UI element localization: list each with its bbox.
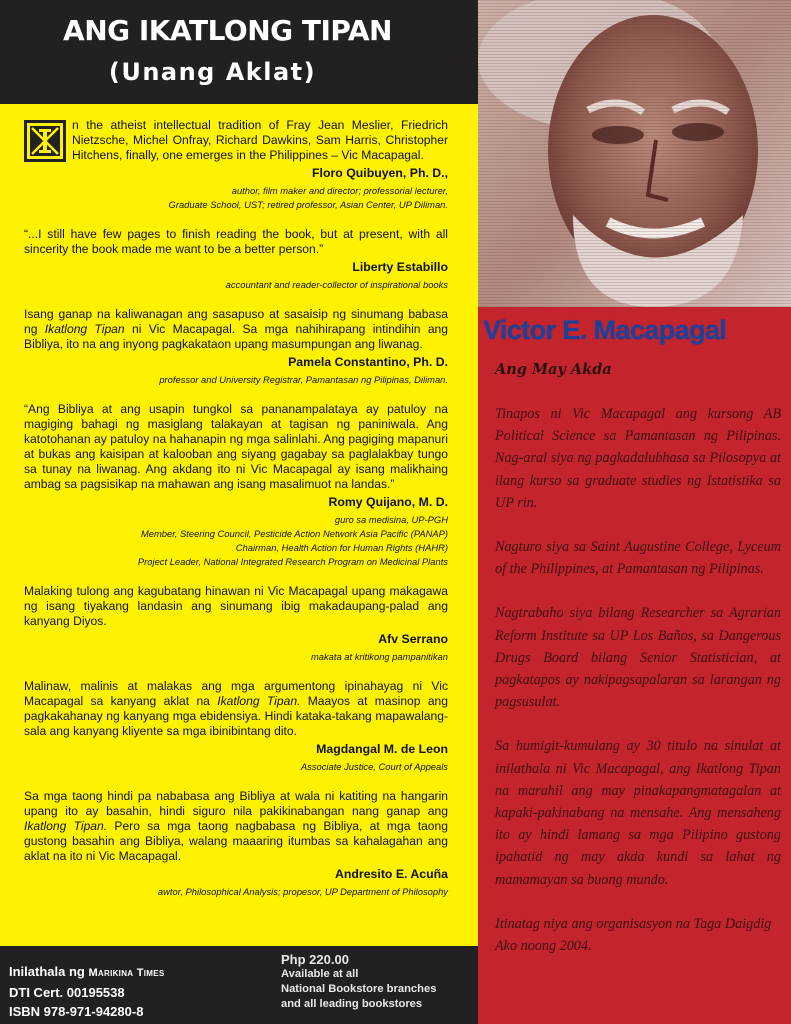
published-by-label: Inilathala ng — [9, 964, 89, 979]
availability-line: Available at all — [281, 968, 359, 980]
testimonial-role: awtor, Philosophical Analysis; propesor, UP Department of Philosophy — [157, 886, 448, 897]
testimonial-quijano — [24, 402, 448, 569]
testimonial-text: “Ang Bibliya at ang usapin tungkol sa pananampalataya ay patuloy na magiging bahagi ng masiglang talakayan at tagisan ng paniniwala. Ang katotohanan ay patuloy na hahanapin ng mga salinlahi. Ang pagiging mapanuri at bukas ang kaisipan at kalooban ang siyang gagabay sa paglalakbay tungo sa tunay na liwanag. Ang akdang ito ni Vic Macapagal ay isang malikhaing ambag sa pagsisikap na mahawan ang isang masalimuot na landas.” — [24, 402, 448, 491]
bio-paragraph: Itinatag niya ang organisasyon na Taga Daigdig Ako noong 2004. — [495, 915, 772, 955]
role-line: guro sa medisina, UP-PGH — [334, 514, 448, 525]
book-title: ANG IKATLONG TIPAN — [63, 14, 392, 47]
author-portrait-image — [478, 0, 791, 307]
bio-paragraph: Tinapos ni Vic Macapagal ang kursong AB Political Science sa Pamantasan ng Pilipinas. Nag-aral siya ng pagkadalubhasa sa Pilosopya at ilang kurso sa graduate studies ng Istatistika sa UP rin. — [495, 406, 781, 511]
role-line: Member, Steering Council, Pesticide Action Network Asia Pacific (PANAP) — [140, 528, 448, 539]
testimonial-constantino — [24, 307, 448, 387]
book-title-ref: Ikatlong Tipan — [44, 322, 125, 336]
text-part: Pero sa mga taong nagbabasa ng Bibliya, at mga taong gustong basahin ang Bibliya, walang maaaring itumbas sa kahalagahan ang aklat na ito ni Vic Macapagal. — [24, 819, 448, 863]
testimonial-de-leon — [24, 679, 448, 774]
role-line: author, film maker and director; professorial lecturer, — [231, 185, 448, 196]
author-bio — [495, 403, 781, 979]
role-line: Chairman, Health Action for Human Rights (HAHR) — [235, 542, 448, 553]
isbn: ISBN 978-971-94280-8 — [9, 1004, 144, 1019]
text-part: Maayos at masinop ang pagkakahanay ng kanyang mga ebidensiya. Hindi kataka-takang mapawalang-sala ang kanyang kliyente sa mga ibinibintang dito. — [24, 694, 448, 738]
testimonial-text: Malaking tulong ang kagubatang hinawan ni Vic Macapagal upang makagawa ng isang tiyakang landasin ang sinumang ibig makadaupang-palad ang kanyang Diyos. — [24, 584, 448, 628]
text-part: Isang ganap na kaliwanagan ang sasapuso at sasaisip ng sinumang babasa ng — [24, 307, 448, 336]
testimonial-estabillo — [24, 227, 448, 292]
author-name: Victor E. Macapagal — [483, 315, 727, 345]
testimonial-author: Andresito E. Acuña — [335, 867, 448, 881]
testimonial-role — [24, 513, 448, 569]
availability-info — [281, 952, 436, 1012]
testimonial-quibuyen — [24, 118, 448, 212]
role-line: Graduate School, UST; retired professor, Asian Center, UP Diliman. — [168, 199, 448, 210]
testimonial-text — [24, 789, 448, 864]
testimonial-text: “...I still have few pages to finish reading the book, but at present, with all sincerity the book made me want to be a better person.” — [24, 227, 448, 256]
testimonial-text — [24, 679, 448, 739]
publisher-line — [9, 962, 165, 983]
author-label: Ang May Akda — [495, 361, 612, 378]
testimonial-author: Liberty Estabillo — [352, 260, 448, 274]
price: Php 220.00 — [281, 952, 349, 967]
availability-line: National Bookstore branches — [281, 983, 437, 995]
testimonial-role: accountant and reader-collector of inspirational books — [225, 279, 448, 290]
availability-line: and all leading bookstores — [281, 998, 423, 1010]
bio-paragraph: Sa humigit-kumulang ay 30 titulo na sinulat at inilathala ni Vic Macapagal, ang Ikatlong Tipan na marahil ang may pinakapangmatagalan at kapaki-pakinabang na mensahe. Ang mensaheng ito ay hindi lamang sa mga Pilipino gustong ipahatid ng may akda kundi sa lahat ng mamamayan sa buong mundo. — [495, 738, 781, 888]
testimonial-acuna — [24, 789, 448, 899]
role-line: Project Leader, National Integrated Research Program on Medicinal Plants — [137, 556, 448, 567]
testimonial-text — [24, 307, 448, 352]
text-part: Sa mga taong hindi pa nababasa ang Bibliya at wala ni katiting na hangarin upang ito ay basahin, hindi siguro nila pakikinabangan nang ganap ang — [24, 789, 448, 818]
testimonial-author: Pamela Constantino, Ph. D. — [288, 355, 448, 369]
testimonial-role: Associate Justice, Court of Appeals — [300, 761, 448, 772]
publisher-name: Marikina Times — [88, 967, 165, 979]
book-title-ref: Ikatlong Tipan. — [24, 819, 108, 833]
testimonial-text: n the atheist intellectual tradition of Fray Jean Meslier, Friedrich Nietzsche, Michel Onfray, Richard Dawkins, Sam Harris, Christopher Hitchens, finally, one emerges in the Philippines – Vic Macapagal. — [72, 118, 448, 162]
book-subtitle: (Unang Aklat) — [108, 58, 317, 86]
publisher-info — [9, 962, 165, 1021]
testimonial-role: professor and University Registrar, Pamantasan ng Pilipinas, Diliman. — [159, 374, 448, 385]
testimonial-serrano — [24, 584, 448, 664]
testimonial-author: Romy Quijano, M. D. — [328, 495, 448, 509]
testimonial-role — [24, 184, 448, 212]
testimonial-author: Floro Quibuyen, Ph. D., — [312, 166, 448, 180]
text-part: Malinaw, malinis at malakas ang mga argumentong ipinahayag ni Vic Macapagal sa kanyang aklat na — [24, 679, 448, 708]
testimonials-list — [24, 118, 448, 914]
text-part: ni Vic Macapagal. Sa mga nahihirapang intindihin ang Bibliya, ito na ang inyong pagkakataon upang masumpungan ang liwanag. — [24, 322, 448, 351]
decorative-initial-icon — [24, 120, 66, 162]
bio-paragraph: Nagturo siya sa Saint Augustine College, Lyceum of the Philippines, at Pamantasan ng Pilipinas. — [495, 539, 781, 578]
testimonial-author: Afv Serrano — [378, 632, 448, 646]
testimonial-author: Magdangal M. de Leon — [316, 742, 448, 756]
book-title-ref: Ikatlong Tipan. — [217, 694, 301, 708]
bio-paragraph: Nagtrabaho siya bilang Researcher sa Agrarian Reform Institute sa UP Los Baños, sa Dangerous Drugs Board bilang Senior Statistician, at pagkatapos ay nakipagsapalaran sa larangan ng pagsusulat. — [495, 605, 781, 711]
dti-cert: DTI Cert. 00195538 — [9, 985, 125, 1000]
testimonial-role: makata at kritikong pampanitikan — [310, 651, 448, 662]
